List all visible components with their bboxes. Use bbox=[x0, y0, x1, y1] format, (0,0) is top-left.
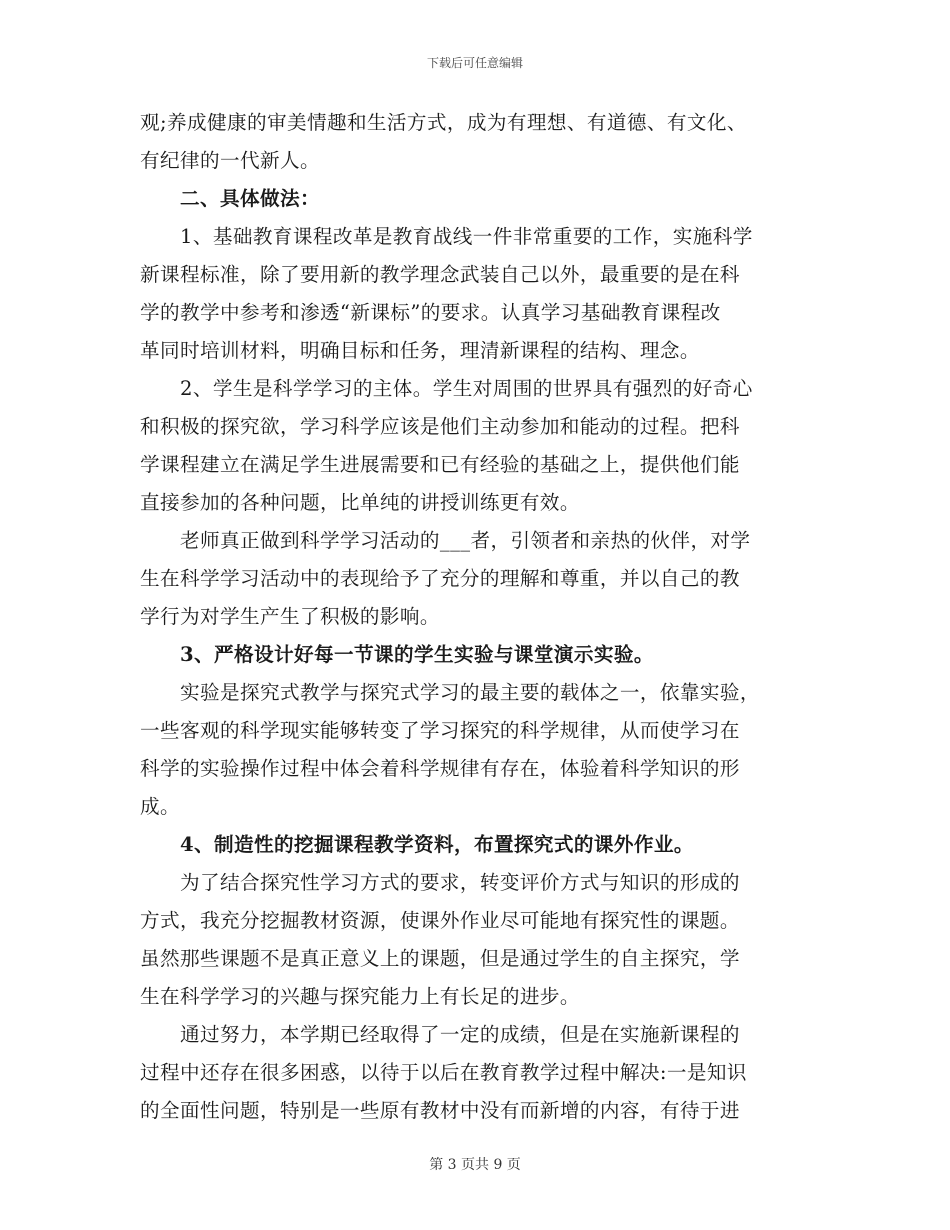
text-line: 成。 bbox=[140, 795, 180, 818]
text-line: 和积极的探究欲，学习科学应该是他们主动参加和能动的过程。把科 bbox=[140, 415, 740, 438]
text-line: 生在科学学习活动中的表现给予了充分的理解和尊重，并以自己的教 bbox=[140, 567, 740, 590]
text-line: 科学的实验操作过程中体会着科学规律有存在，体验着科学知识的形 bbox=[140, 757, 740, 780]
text-line: 直接参加的各种问题，比单纯的讲授训练更有效。 bbox=[140, 491, 580, 514]
section-heading: 3、严格设计好每一节课的学生实验与课堂演示实验。 bbox=[180, 643, 654, 666]
text-line: 新课程标准，除了要用新的教学理念武装自己以外，最重要的是在科 bbox=[140, 263, 740, 286]
text-line: 老师真正做到科学学习活动的___者，引领者和亲热的伙伴，对学 bbox=[180, 529, 751, 552]
text-line: 通过努力，本学期已经取得了一定的成绩，但是在实施新课程的 bbox=[180, 1023, 740, 1046]
text-line: 学行为对学生产生了积极的影响。 bbox=[140, 605, 440, 628]
text-line: 一些客观的科学现实能够转变了学习探究的科学规律，从而使学习在 bbox=[140, 719, 740, 742]
text-line: 实验是探究式教学与探究式学习的最主要的载体之一，依靠实验， bbox=[180, 681, 760, 704]
page-header: 下载后可任意编辑 bbox=[426, 56, 523, 70]
text-line: 观;养成健康的审美情趣和生活方式，成为有理想、有道德、有文化、 bbox=[140, 111, 747, 134]
text-line: 方式，我充分挖掘教材资源，使课外作业尽可能地有探究性的课题。 bbox=[140, 909, 740, 932]
text-line: 有纪律的一代新人。 bbox=[140, 149, 320, 172]
text-line: 革同时培训材料，明确目标和任务，理清新课程的结构、理念。 bbox=[140, 339, 700, 362]
section-heading: 二、具体做法： bbox=[180, 187, 320, 210]
text-line: 的全面性问题，特别是一些原有教材中没有而新增的内容，有待于进 bbox=[140, 1099, 740, 1122]
text-line: 为了结合探究性学习方式的要求，转变评价方式与知识的形成的 bbox=[180, 871, 740, 894]
text-line: 1、基础教育课程改革是教育战线一件非常重要的工作，实施科学 bbox=[180, 225, 753, 248]
text-line: 虽然那些课题不是真正意义上的课题，但是通过学生的自主探究，学 bbox=[140, 947, 740, 970]
section-heading: 4、制造性的挖掘课程教学资料，布置探究式的课外作业。 bbox=[180, 833, 694, 856]
text-line: 过程中还存在很多困惑，以待于以后在教育教学过程中解决:一是知识 bbox=[140, 1061, 747, 1084]
text-line: 生在科学学习的兴趣与探究能力上有长足的进步。 bbox=[140, 985, 580, 1008]
text-line: 2、学生是科学学习的主体。学生对周围的世界具有强烈的好奇心 bbox=[180, 377, 753, 400]
text-line: 学课程建立在满足学生进展需要和已有经验的基础之上，提供他们能 bbox=[140, 453, 740, 476]
document-body bbox=[140, 104, 805, 1130]
text-line: 学的教学中参考和渗透“新课标”的要求。认真学习基础教育课程改 bbox=[140, 301, 721, 324]
page-footer: 第 3 页共 9 页 bbox=[429, 1157, 521, 1173]
